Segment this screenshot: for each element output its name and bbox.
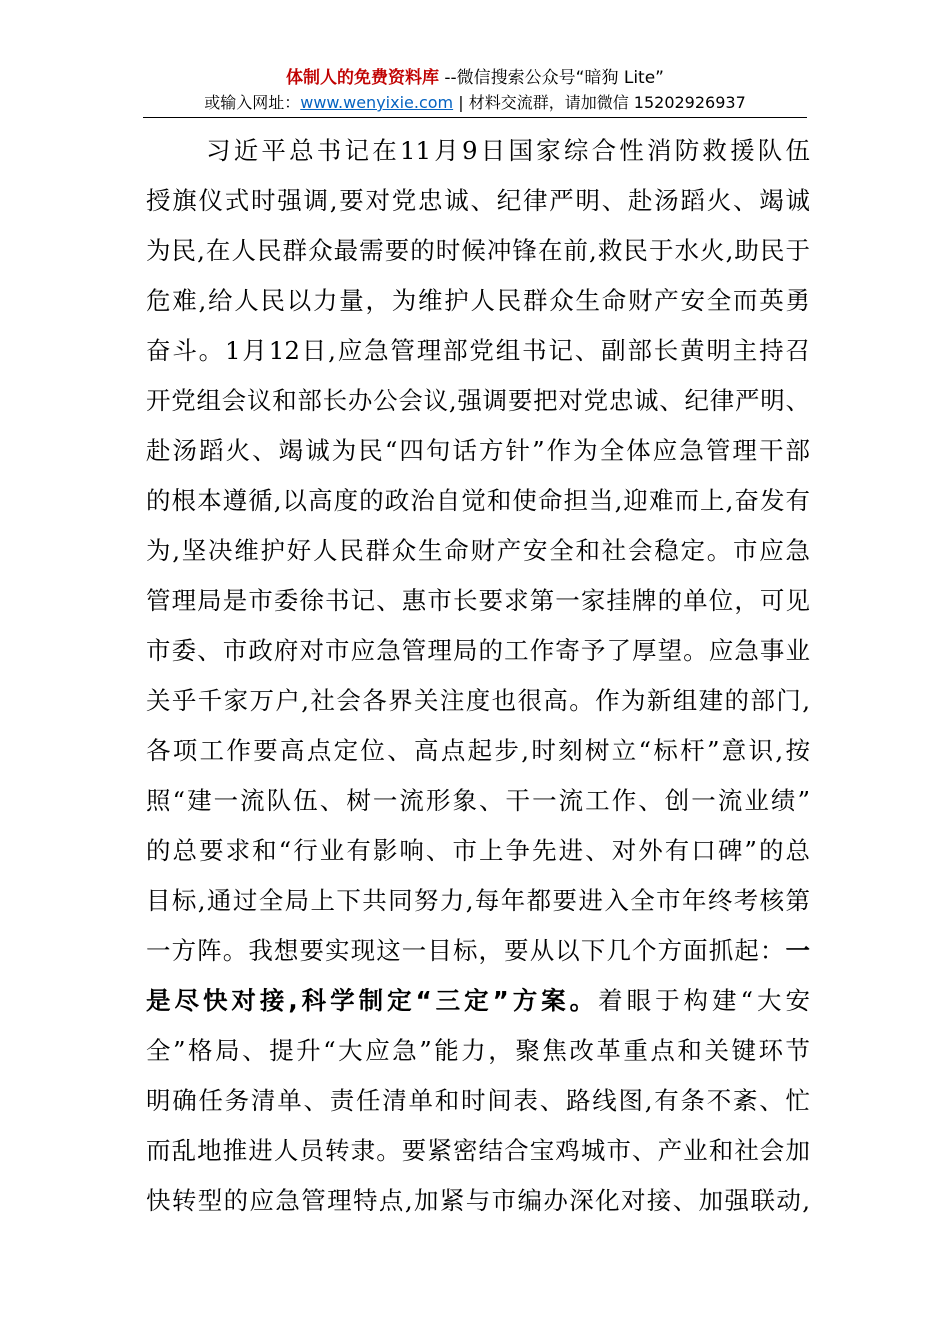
text-line: 照“建一流队伍、树一流形象、干一流工作、创一流业绩” <box>146 786 810 815</box>
header-brand: 体制人的免费资料库 <box>285 68 439 88</box>
text-line: 市委、市政府对市应急管理局的工作寄予了厚望。应急事业 <box>146 636 810 665</box>
text-line: 目标,通过全局上下共同努力,每年都要进入全市年终考核第 <box>146 886 810 915</box>
page-header <box>143 66 807 114</box>
text-line: 各项工作要高点定位、高点起步,时刻树立“标杆”意识,按 <box>146 736 810 765</box>
text-line: 关乎千家万户,社会各界关注度也很高。作为新组建的部门, <box>146 686 810 715</box>
bold-heading: 是尽快对接,科学制定“三定”方案。 <box>146 986 599 1015</box>
text-line: 开党组会议和部长办公会议,强调要把对党忠诚、纪律严明、 <box>146 386 810 415</box>
body-text <box>146 126 810 1226</box>
text-line-with-bold <box>146 976 810 1026</box>
website-link[interactable]: www.wenyixie.com <box>300 93 454 112</box>
text-line: 危难,给人民以力量，为维护人民群众生命财产安全而英勇 <box>146 286 810 315</box>
header-divider <box>143 117 807 118</box>
header-line-1 <box>143 66 807 90</box>
text-line: 的根本遵循,以高度的政治自觉和使命担当,迎难而上,奋发有 <box>146 486 810 515</box>
text-line: 管理局是市委徐书记、惠市长要求第一家挂牌的单位，可见 <box>146 586 810 615</box>
text-line: 快转型的应急管理特点,加紧与市编办深化对接、加强联动, <box>146 1186 810 1215</box>
header-tagline: --微信搜索公众号“暗狗 Lite” <box>438 68 664 88</box>
text-line: 全”格局、提升“大应急”能力，聚焦改革重点和关键环节 <box>146 1036 810 1065</box>
header-url-label: 或输入网址： <box>204 93 301 112</box>
text-line: 而乱地推进人员转隶。要紧密结合宝鸡城市、产业和社会加 <box>146 1136 810 1165</box>
text-line: 明确任务清单、责任清单和时间表、路线图,有条不紊、忙 <box>146 1086 810 1115</box>
text-line: 为,坚决维护好人民群众生命财产安全和社会稳定。市应急 <box>146 536 810 565</box>
text-line-start: 一方阵。我想要实现这一目标，要从以下几个方面抓起： <box>146 936 786 965</box>
header-line-2 <box>143 92 807 114</box>
bold-heading-start: 一 <box>785 936 810 965</box>
text-line: 赴汤蹈火、竭诚为民“四句话方针”作为全体应急管理干部 <box>146 436 810 465</box>
text-line: 奋斗。1月12日,应急管理部党组书记、副部长黄明主持召 <box>146 336 810 365</box>
text-line: 习近平总书记在11月9日国家综合性消防救援队伍 <box>206 136 810 165</box>
text-line-rest: 着眼于构建“大安 <box>598 986 810 1015</box>
header-contact: | 材料交流群，请加微信 15202926937 <box>453 93 746 112</box>
text-line-with-bold <box>146 926 810 976</box>
text-line: 为民,在人民群众最需要的时候冲锋在前,救民于水火,助民于 <box>146 236 810 265</box>
text-line: 授旗仪式时强调,要对党忠诚、纪律严明、赴汤蹈火、竭诚 <box>146 186 810 215</box>
text-line: 的总要求和“行业有影响、市上争先进、对外有口碑”的总 <box>146 836 810 865</box>
